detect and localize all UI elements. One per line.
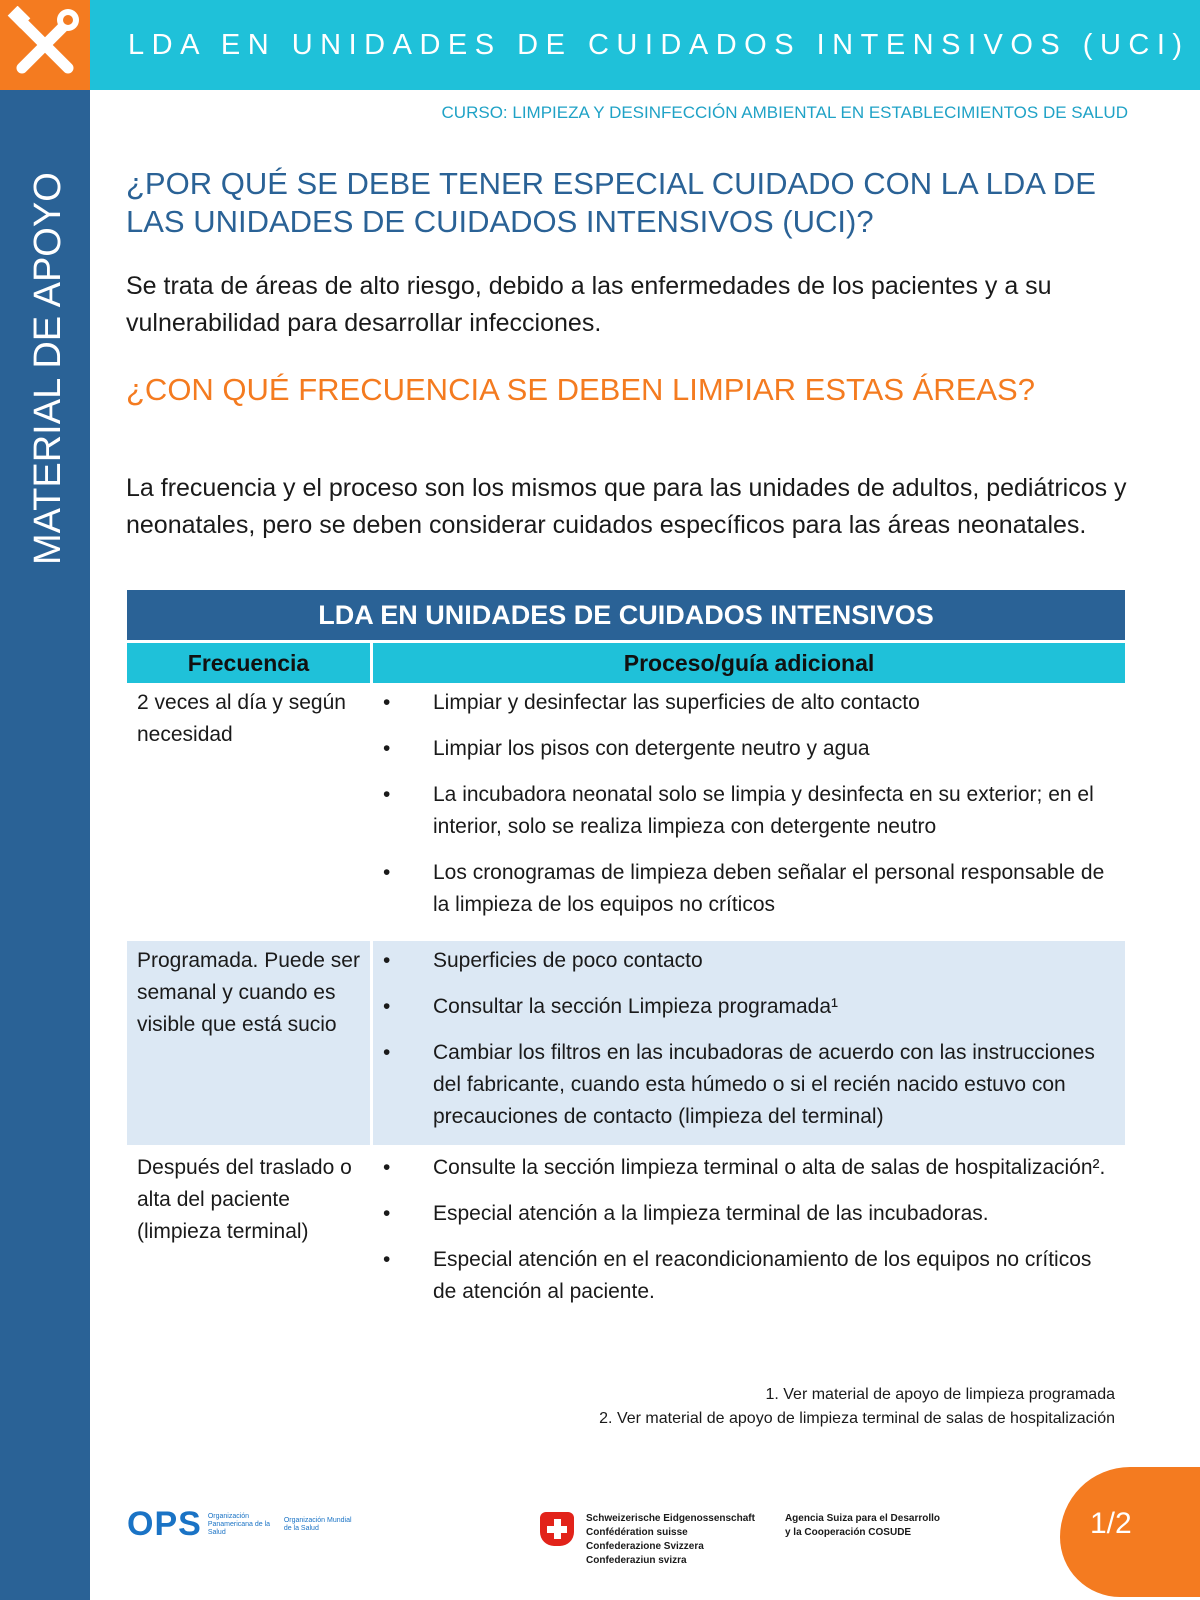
table-row bbox=[127, 683, 1125, 941]
list-item: • Especial atención a la limpieza terminal de las incubadoras. bbox=[383, 1202, 989, 1225]
tools-icon bbox=[6, 6, 84, 84]
ops-logo-text: OPS bbox=[127, 1505, 202, 1543]
frequency-cell: Programada. Puede ser semanal y cuando es visible que está sucio bbox=[127, 941, 370, 1145]
header-title: LDA EN UNIDADES DE CUIDADOS INTENSIVOS (UCI) bbox=[128, 28, 1190, 61]
list-item: • Cambiar los filtros en las incubadoras de acuerdo con las instrucciones del fabricante, cuando esta húmedo o si el recién nacido estuvo con precauciones de contacto (limpieza del terminal) bbox=[383, 1041, 1095, 1128]
list-item: • Consulte la sección limpieza terminal o alta de salas de hospitalización². bbox=[383, 1156, 1106, 1179]
section2-body: La frecuencia y el proceso son los mismos que para las unidades de adultos, pediátricos y neonatales, pero se deben considerar cuidados específicos para las áreas neonatales. bbox=[126, 474, 1127, 539]
cosude-agency-text: Agencia Suiza para el Desarrollo y la Cooperación COSUDE bbox=[784, 1513, 941, 1538]
list-item: • Consultar la sección Limpieza programada¹ bbox=[383, 995, 839, 1018]
list-item: • Especial atención en el reacondicionamiento de los equipos no críticos de atención al paciente. bbox=[383, 1248, 1092, 1303]
table-header-row bbox=[127, 643, 1125, 683]
list-item: • Limpiar y desinfectar las superficies de alto contacto bbox=[383, 691, 920, 714]
page-number: 1/2 bbox=[1090, 1507, 1132, 1540]
page-number-badge bbox=[1060, 1467, 1200, 1597]
list-item: • Limpiar los pisos con detergente neutro y agua bbox=[383, 737, 870, 760]
column-header-frequency: Frecuencia bbox=[127, 643, 370, 683]
table-row bbox=[127, 1148, 1125, 1348]
table-row bbox=[127, 941, 1125, 1145]
who-org-name: Organización Mundial de la Salud bbox=[283, 1516, 352, 1532]
footnotes bbox=[572, 1383, 1115, 1431]
table-title: LDA EN UNIDADES DE CUIDADOS INTENSIVOS bbox=[127, 590, 1125, 640]
footnote: 2. Ver material de apoyo de limpieza terminal de salas de hospitalización bbox=[599, 1410, 1115, 1427]
list-item: • La incubadora neonatal solo se limpia y desinfecta en su exterior; en el interior, solo se realiza limpieza con detergente neutro bbox=[383, 783, 1094, 838]
column-header-process: Proceso/guía adicional bbox=[373, 643, 1125, 683]
section1-body: Se trata de áreas de alto riesgo, debido a las enfermedades de los pacientes y a su vulnerabilidad para desarrollar infecciones. bbox=[126, 272, 1052, 337]
process-cell bbox=[373, 1148, 1125, 1348]
list-item: • Superficies de poco contacto bbox=[383, 949, 703, 972]
cleaning-table bbox=[127, 590, 1125, 1348]
sidebar bbox=[0, 90, 90, 1600]
ops-logo bbox=[127, 1505, 354, 1544]
process-cell bbox=[373, 941, 1125, 1145]
course-title: CURSO: LIMPIEZA Y DESINFECCIÓN AMBIENTAL EN ESTABLECIMIENTOS DE SALUD bbox=[441, 103, 1128, 122]
ops-org-name: Organización Panamericana de la Salud bbox=[207, 1512, 271, 1536]
footnote: 1. Ver material de apoyo de limpieza programada bbox=[765, 1386, 1115, 1403]
swiss-flag-icon bbox=[540, 1512, 574, 1546]
list-item: • Los cronogramas de limpieza deben señalar el personal responsable de la limpieza de los equipos no críticos bbox=[383, 861, 1105, 916]
frequency-cell: Después del traslado o alta del paciente (limpieza terminal) bbox=[137, 1156, 352, 1243]
sidebar-label: MATERIAL DE APOYO bbox=[27, 172, 69, 565]
swiss-confederation-text: Schweizerische Eidgenossenschaft Confédération suisse Confederazione Svizzera Confederaziun svizra bbox=[586, 1513, 755, 1566]
frequency-cell: 2 veces al día y según necesidad bbox=[137, 691, 346, 746]
section2-heading: ¿CON QUÉ FRECUENCIA SE DEBEN LIMPIAR ESTAS ÁREAS? bbox=[126, 372, 1035, 407]
section1-heading: ¿POR QUÉ SE DEBE TENER ESPECIAL CUIDADO CON LA LDA DE LAS UNIDADES DE CUIDADOS INTENSIVOS (UCI)? bbox=[126, 166, 1096, 239]
corner-badge bbox=[0, 0, 90, 90]
header-bar bbox=[90, 0, 1200, 90]
swiss-logo bbox=[540, 1512, 940, 1568]
process-cell bbox=[373, 683, 1125, 941]
